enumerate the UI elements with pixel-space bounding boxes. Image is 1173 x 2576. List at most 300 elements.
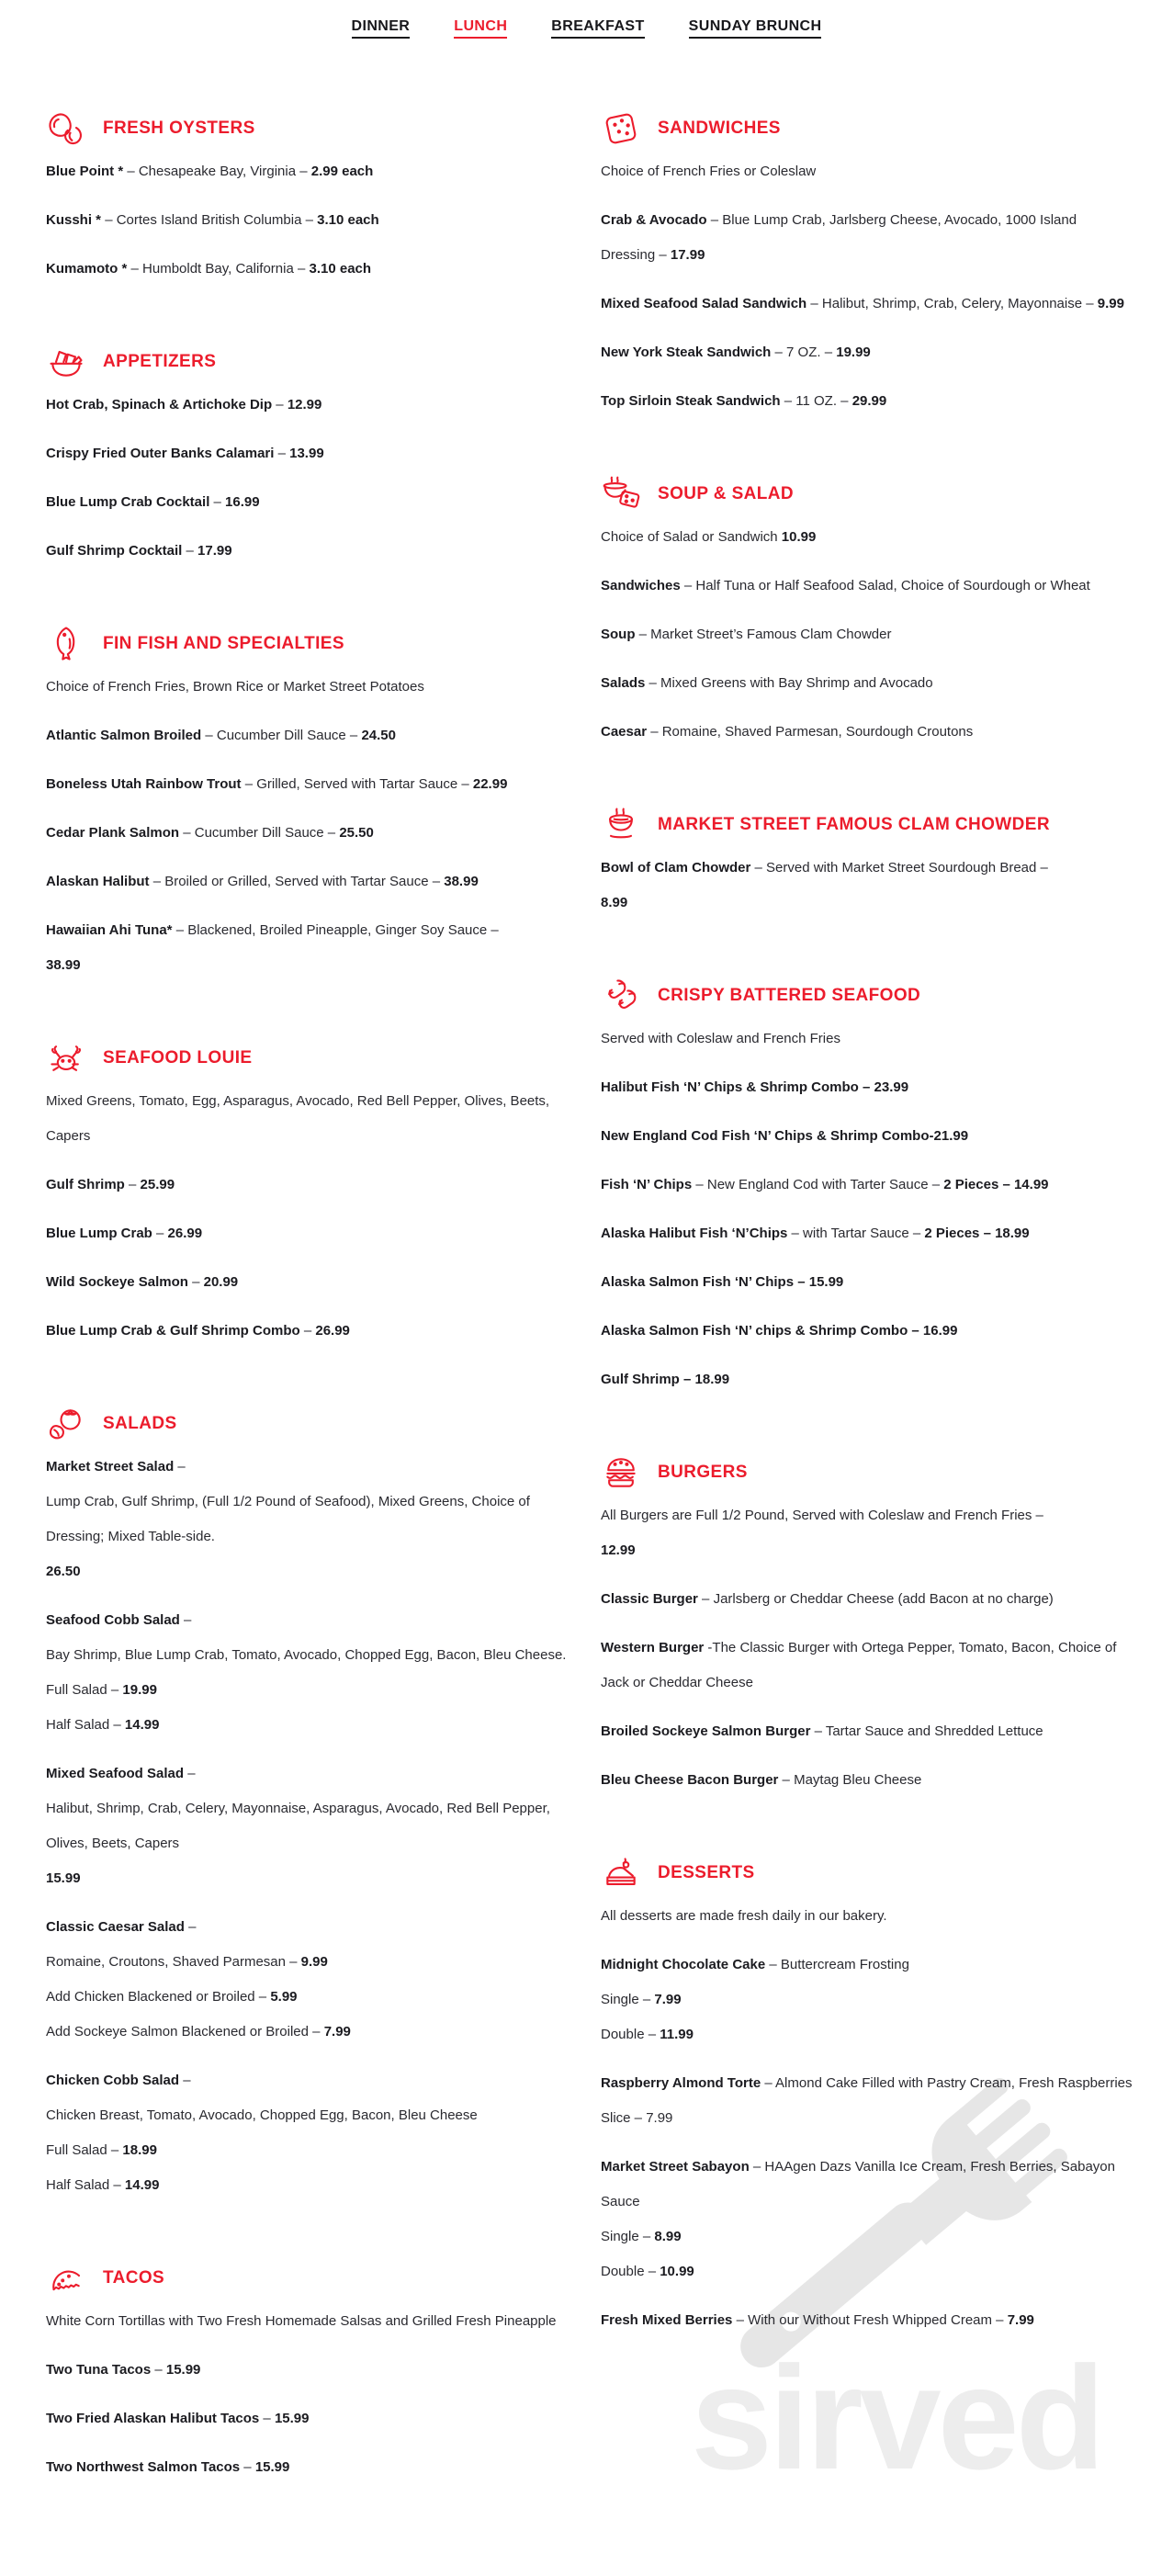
menu-item — [601, 1631, 1134, 1700]
menu-item-text: – — [174, 1459, 186, 1474]
section-title: BURGERS — [658, 1463, 748, 1482]
menu-item-line — [46, 388, 579, 423]
menu-item-text: – HAAgen Dazs Vanilla Ice Cream, Fresh Berries, Sabayon Sauce — [601, 2159, 1115, 2209]
menu-item — [601, 1498, 1134, 1568]
menu-item-text-bold: Boneless Utah Rainbow Trout — [46, 776, 242, 792]
menu-columns — [46, 108, 1134, 2485]
menu-item-line — [601, 1070, 1134, 1105]
menu-item-text: Romaine, Croutons, Shaved Parmesan – — [46, 1954, 301, 1970]
menu-item-line — [601, 2017, 1134, 2052]
menu-item-text-bold: Seafood Cobb Salad — [46, 1612, 180, 1628]
menu-item-text: – Buttercream Frosting — [765, 1957, 909, 1972]
menu-item — [601, 2066, 1134, 2136]
menu-item-text: – Cucumber Dill Sauce – — [179, 825, 340, 841]
menu-item-text-bold: 13.99 — [289, 446, 324, 461]
menu-item-line — [46, 1084, 579, 1154]
menu-item — [601, 1265, 1134, 1300]
section-items — [46, 1450, 579, 2203]
section-title: SALADS — [103, 1414, 177, 1433]
menu-item-text-bold: 38.99 — [444, 874, 479, 889]
menu-item — [601, 335, 1134, 370]
menu-item-text-bold: New York Steak Sandwich — [601, 345, 772, 360]
section-items — [601, 154, 1134, 419]
section-title: FRESH OYSTERS — [103, 119, 255, 138]
section-title: SANDWICHES — [658, 119, 781, 138]
menu-item-text-bold: Salads — [601, 675, 646, 691]
menu-item-text-bold: 20.99 — [203, 1274, 239, 1290]
menu-item — [601, 617, 1134, 652]
menu-item-line — [46, 1265, 579, 1300]
section-appetizers — [46, 342, 579, 569]
menu-item — [601, 1714, 1134, 1749]
section-soup-salad — [601, 474, 1134, 750]
menu-item-line — [46, 913, 579, 948]
section-fin-fish-and-specialties — [46, 624, 579, 983]
menu-item-text-bold: Crispy Fried Outer Banks Calamari — [46, 446, 275, 461]
menu-item — [46, 1603, 579, 1743]
menu-item — [46, 767, 579, 802]
menu-column-right — [601, 108, 1134, 2485]
menu-item-text: Halibut, Shrimp, Crab, Celery, Mayonnaise, Asparagus, Avocado, Red Bell Pepper, Olives, Beets, Capers — [46, 1801, 550, 1851]
menu-item — [46, 864, 579, 899]
menu-item-line — [601, 1948, 1134, 1983]
menu-item-line — [46, 1708, 579, 1743]
menu-item-text: Single – — [601, 2229, 655, 2244]
menu-item-line — [46, 1861, 579, 1896]
menu-item — [601, 1168, 1134, 1203]
menu-item — [601, 384, 1134, 419]
menu-item-text-bold: Halibut Fish ‘N’ Chips & Shrimp Combo – 23.99 — [601, 1079, 909, 1095]
menu-item-text-bold: 10.99 — [781, 529, 817, 545]
menu-item-line — [601, 1533, 1134, 1568]
menu-item-text: – 7 OZ. – — [771, 345, 837, 360]
section-header — [601, 1853, 1134, 1893]
menu-item — [601, 2303, 1134, 2338]
menu-item — [601, 154, 1134, 189]
menu-item-text: All desserts are made fresh daily in our bakery. — [601, 1908, 887, 1924]
menu-item-line — [46, 436, 579, 471]
section-header — [601, 1452, 1134, 1493]
menu-item-text: – Romaine, Shaved Parmesan, Sourdough Croutons — [647, 724, 974, 740]
menu-item-line — [46, 1673, 579, 1708]
section-market-street-famous-clam-chowder — [601, 805, 1134, 921]
menu-item-line — [46, 1314, 579, 1349]
section-salads — [46, 1404, 579, 2203]
menu-item-line — [46, 2098, 579, 2133]
menu-item-line — [601, 287, 1134, 322]
section-title: SOUP & SALAD — [658, 484, 795, 503]
menu-item-text-bold: 3.10 each — [309, 261, 372, 277]
menu-item-line — [601, 617, 1134, 652]
menu-item — [46, 1084, 579, 1154]
menu-item-text-bold: Top Sirloin Steak Sandwich — [601, 393, 781, 409]
menu-item-text-bold: Soup — [601, 627, 636, 642]
menu-item-text: – Tartar Sauce and Shredded Lettuce — [810, 1723, 1043, 1739]
menu-item-text: Full Salad – — [46, 1682, 123, 1698]
menu-item — [46, 154, 579, 189]
menu-item-line — [46, 2353, 579, 2388]
menu-item-line — [601, 1265, 1134, 1300]
menu-item-text-bold: Crab & Avocado — [601, 212, 707, 228]
tab-breakfast[interactable]: BREAKFAST — [551, 18, 644, 39]
menu-item-text-bold: Cedar Plank Salmon — [46, 825, 180, 841]
menu-item — [46, 1450, 579, 1589]
section-title: APPETIZERS — [103, 352, 217, 371]
menu-item-line — [601, 1362, 1134, 1397]
menu-item-line — [601, 1983, 1134, 2017]
section-header — [46, 1404, 579, 1444]
menu-item-text-bold: Mixed Seafood Salad — [46, 1766, 185, 1781]
burger-icon — [601, 1452, 641, 1493]
menu-item-line — [601, 666, 1134, 701]
menu-item-line — [601, 2066, 1134, 2101]
menu-item-text-bold: 12.99 — [287, 397, 322, 412]
section-header — [601, 108, 1134, 149]
menu-item-text: – Half Tuna or Half Seafood Salad, Choice of Sourdough or Wheat — [680, 578, 1090, 593]
tab-dinner[interactable]: DINNER — [352, 18, 411, 39]
menu-item-text: Mixed Greens, Tomato, Egg, Asparagus, Avocado, Red Bell Pepper, Olives, Beets, Capers — [46, 1093, 550, 1144]
section-items — [601, 520, 1134, 750]
menu-item-line — [601, 1714, 1134, 1749]
section-title: TACOS — [103, 2268, 165, 2288]
menu-item-text: Add Sockeye Salmon Blackened or Broiled – — [46, 2024, 324, 2039]
menu-item-line — [601, 2303, 1134, 2338]
tab-sunday-brunch[interactable]: SUNDAY BRUNCH — [689, 18, 822, 39]
menu-item-text-bold: Broiled Sockeye Salmon Burger — [601, 1723, 811, 1739]
section-header — [601, 976, 1134, 1016]
menu-item-line — [601, 1899, 1134, 1934]
menu-item-text-bold: 15.99 — [254, 2459, 290, 2475]
menu-item-line — [46, 1554, 579, 1589]
section-header — [46, 624, 579, 664]
menu-item-line — [46, 154, 579, 189]
menu-item — [46, 2304, 579, 2339]
menu-item-text: Choice of French Fries, Brown Rice or Market Street Potatoes — [46, 679, 424, 695]
menu-item-text: – 11 OZ. – — [780, 393, 852, 409]
dessert-icon — [601, 1853, 641, 1893]
section-crispy-battered-seafood — [601, 976, 1134, 1397]
menu-item-line — [46, 1603, 579, 1638]
menu-item-text: – Humboldt Bay, California – — [130, 261, 310, 277]
menu-item-text-bold: Atlantic Salmon Broiled — [46, 728, 202, 743]
menu-item-line — [601, 384, 1134, 419]
menu-item-line — [46, 864, 579, 899]
menu-item-text-bold: 10.99 — [660, 2264, 694, 2279]
menu-item — [46, 2450, 579, 2485]
menu-item-text-bold: 2 Pieces – 18.99 — [924, 1226, 1030, 1241]
menu-item-text-bold: Chicken Cobb Salad — [46, 2073, 180, 2088]
menu-item-line — [601, 1168, 1134, 1203]
menu-item-text: – — [187, 1274, 204, 1290]
menu-item — [46, 1265, 579, 1300]
section-items — [46, 388, 579, 569]
menu-item-text-bold: 7.99 — [654, 1992, 682, 2007]
menu-item-line — [46, 670, 579, 705]
menu-item-text-bold: 7.99 — [1007, 2312, 1034, 2328]
menu-item — [601, 1119, 1134, 1154]
menu-item — [46, 1168, 579, 1203]
menu-item-text-bold: Mixed Seafood Salad Sandwich — [601, 296, 807, 311]
menu-item-text-bold: 25.99 — [140, 1177, 175, 1192]
menu-item-text-bold: Alaskan Halibut — [46, 874, 150, 889]
section-items — [46, 1084, 579, 1349]
menu-item — [46, 1314, 579, 1349]
menu-item-line — [46, 252, 579, 287]
menu-item-text: Choice of Salad or Sandwich — [601, 529, 782, 545]
battered-seafood-icon — [601, 976, 641, 1016]
menu-item-text-bold: Kumamoto * — [46, 261, 131, 277]
menu-item-line — [46, 2168, 579, 2203]
menu-item-text: – Almond Cake Filled with Pastry Cream, Fresh Raspberries — [761, 2075, 1133, 2091]
menu-item-text: – Broiled or Grilled, Served with Tartar Sauce – — [149, 874, 445, 889]
menu-item-text-bold: 25.50 — [339, 825, 374, 841]
menu-item-text: – Mixed Greens with Bay Shrimp and Avocado — [645, 675, 933, 691]
tab-lunch[interactable]: LUNCH — [454, 18, 507, 39]
menu-item-text: – — [274, 446, 290, 461]
menu-item-line — [46, 1485, 579, 1554]
menu-item-text-bold: Fresh Mixed Berries — [601, 2312, 733, 2328]
menu-item-line — [46, 2015, 579, 2050]
section-header — [46, 2258, 579, 2299]
menu-item-text-bold: 16.99 — [225, 494, 260, 510]
menu-item-text: – — [182, 543, 198, 559]
menu-item-text-bold: Hot Crab, Spinach & Artichoke Dip — [46, 397, 273, 412]
menu-item-text-bold: 24.50 — [361, 728, 396, 743]
section-items — [601, 1022, 1134, 1397]
menu-item-text: – — [240, 2459, 255, 2475]
menu-item — [601, 203, 1134, 273]
menu-item-text-bold: Market Street Sabayon — [601, 2159, 750, 2175]
menu-item-text: – — [124, 1177, 141, 1192]
menu-item-text-bold: 29.99 — [852, 393, 887, 409]
menu-item-text-bold: 38.99 — [46, 957, 81, 973]
menu-item-line — [46, 816, 579, 851]
menu-item — [46, 2401, 579, 2436]
menu-item-line — [46, 485, 579, 520]
section-title: MARKET STREET FAMOUS CLAM CHOWDER — [658, 815, 1050, 834]
menu-item-line — [601, 335, 1134, 370]
menu-item-text-bold: 18.99 — [122, 2142, 157, 2158]
menu-item-line — [46, 1638, 579, 1673]
menu-item — [46, 2063, 579, 2203]
menu-item-text-bold: 7.99 — [323, 2024, 351, 2039]
menu-item-text-bold: Midnight Chocolate Cake — [601, 1957, 766, 1972]
menu-item-text-bold: 19.99 — [836, 345, 871, 360]
menu-item-text-bold: Fish ‘N’ Chips — [601, 1177, 693, 1192]
menu-item-text: Single – — [601, 1992, 655, 2007]
taco-icon — [46, 2258, 86, 2299]
menu-item-text-bold: New England Cod Fish ‘N’ Chips & Shrimp Combo-21.99 — [601, 1128, 969, 1144]
menu-item-text: Add Chicken Blackened or Broiled – — [46, 1989, 271, 2005]
menu-item-text: – Cucumber Dill Sauce – — [201, 728, 362, 743]
menu-item-text: – Jarlsberg or Cheddar Cheese (add Bacon at no charge) — [697, 1591, 1054, 1607]
menu-item — [46, 534, 579, 569]
menu-item-line — [601, 2101, 1134, 2136]
menu-item-text: – Served with Market Street Sourdough Bread – — [750, 860, 1048, 876]
menu-item-text: White Corn Tortillas with Two Fresh Homemade Salsas and Grilled Fresh Pineapple — [46, 2313, 557, 2329]
menu-item-line — [46, 2401, 579, 2436]
menu-item-line — [601, 1119, 1134, 1154]
menu-item — [46, 252, 579, 287]
menu-item-text-bold: Two Fried Alaskan Halibut Tacos — [46, 2411, 260, 2426]
menu-item-line — [601, 2150, 1134, 2220]
menu-item-text-bold: Wild Sockeye Salmon — [46, 1274, 188, 1290]
menu-item — [601, 1582, 1134, 1617]
menu-item-text-bold: 2 Pieces – 14.99 — [943, 1177, 1049, 1192]
section-title: DESSERTS — [658, 1863, 755, 1882]
menu-item — [601, 1899, 1134, 1934]
menu-item-text-bold: Bowl of Clam Chowder — [601, 860, 751, 876]
menu-item-text-bold: 8.99 — [601, 895, 628, 910]
soup-salad-icon — [601, 474, 641, 514]
menu-item — [601, 1070, 1134, 1105]
fin-fish-icon — [46, 624, 86, 664]
sandwich-icon — [601, 108, 641, 149]
menu-item — [601, 1763, 1134, 1798]
menu-item-text-bold: Gulf Shrimp – 18.99 — [601, 1372, 730, 1387]
menu-item-text: – Blue Lump Crab, Jarlsberg Cheese, Avocado, 1000 Island Dressing – — [601, 212, 1077, 263]
menu-item-line — [601, 2220, 1134, 2254]
menu-item-text: – — [259, 2411, 275, 2426]
menu-item-text: – — [152, 1226, 168, 1241]
menu-item-text-bold: 15.99 — [165, 2362, 201, 2378]
menu-item-line — [46, 2304, 579, 2339]
menu-item-text: Half Salad – — [46, 1717, 125, 1733]
menu-item — [46, 670, 579, 705]
menu-item-text-bold: 9.99 — [1097, 296, 1124, 311]
menu-item — [46, 203, 579, 238]
section-tacos — [46, 2258, 579, 2485]
menu-item — [601, 715, 1134, 750]
menu-item-text-bold: Kusshi * — [46, 212, 106, 228]
menu-item-text: – — [209, 494, 226, 510]
menu-item-text-bold: 22.99 — [472, 776, 508, 792]
appetizers-icon — [46, 342, 86, 382]
menu-item-line — [601, 1022, 1134, 1056]
menu-item — [46, 388, 579, 423]
menu-item-line — [601, 1582, 1134, 1617]
menu-item-text: – With our Without Fresh Whipped Cream – — [732, 2312, 1008, 2328]
menu-item-line — [46, 203, 579, 238]
menu-item-text: – — [184, 1919, 197, 1935]
menu-item-text-bold: Blue Lump Crab & Gulf Shrimp Combo — [46, 1323, 300, 1339]
menu-item-text-bold: 19.99 — [122, 1682, 157, 1698]
menu-item — [601, 287, 1134, 322]
menu-item-text: – Halibut, Shrimp, Crab, Celery, Mayonnaise – — [806, 296, 1098, 311]
menu-item-line — [46, 1216, 579, 1251]
menu-item-text-bold: 2.99 each — [310, 164, 374, 179]
menu-item-line — [46, 534, 579, 569]
menu-item-line — [46, 2450, 579, 2485]
menu-item-line — [46, 1757, 579, 1791]
menu-item — [601, 1022, 1134, 1056]
menu-item-text: Slice – 7.99 — [601, 2110, 673, 2126]
section-title: SEAFOOD LOUIE — [103, 1048, 253, 1068]
menu-item-text-bold: 17.99 — [670, 247, 705, 263]
section-header — [46, 1038, 579, 1079]
section-items — [46, 2304, 579, 2485]
menu-item-line — [46, 718, 579, 753]
section-fresh-oysters — [46, 108, 579, 287]
menu-item — [601, 1948, 1134, 2052]
menu-item-text: – Market Street’s Famous Clam Chowder — [635, 627, 892, 642]
menu-item-text: – Maytag Bleu Cheese — [778, 1772, 922, 1788]
menu-item-text: – Grilled, Served with Tartar Sauce – — [241, 776, 473, 792]
menu-item-text-bold: 3.10 each — [317, 212, 379, 228]
menu-column-left — [46, 108, 579, 2485]
menu-item-text-bold: Hawaiian Ahi Tuna* — [46, 922, 173, 938]
menu-item-line — [601, 2254, 1134, 2289]
menu-item-text: Bay Shrimp, Blue Lump Crab, Tomato, Avocado, Chopped Egg, Bacon, Bleu Cheese. — [46, 1647, 567, 1663]
section-header — [46, 342, 579, 382]
menu-item-line — [46, 1168, 579, 1203]
menu-item — [601, 2150, 1134, 2289]
section-title: FIN FISH AND SPECIALTIES — [103, 634, 344, 653]
menu-item — [46, 1910, 579, 2050]
menu-item-line — [601, 1631, 1134, 1700]
menu-item-line — [46, 1450, 579, 1485]
menu-item-text: -The Classic Burger with Ortega Pepper, Tomato, Bacon, Choice of Jack or Cheddar Cheese — [601, 1640, 1117, 1690]
menu-item-text-bold: 5.99 — [270, 1989, 298, 2005]
menu-item — [46, 485, 579, 520]
menu-item-line — [46, 1910, 579, 1945]
menu-item-text-bold: Blue Lump Crab — [46, 1226, 152, 1241]
menu-item-text-bold: 8.99 — [654, 2229, 682, 2244]
menu-item-text-bold: Blue Point * — [46, 164, 128, 179]
menu-item — [46, 2353, 579, 2388]
section-items — [46, 670, 579, 983]
menu-item — [601, 569, 1134, 604]
menu-item-text: Chicken Breast, Tomato, Avocado, Chopped Egg, Bacon, Bleu Cheese — [46, 2107, 478, 2123]
menu-item-line — [601, 569, 1134, 604]
menu-item-line — [46, 1980, 579, 2015]
menu-item-line — [601, 886, 1134, 921]
section-items — [601, 1498, 1134, 1798]
section-sandwiches — [601, 108, 1134, 419]
menu-item — [46, 913, 579, 983]
menu-item-line — [601, 520, 1134, 555]
menu-item-text: – — [151, 2362, 166, 2378]
clam-chowder-icon — [601, 805, 641, 845]
menu-item-text-bold: 9.99 — [300, 1954, 328, 1970]
menu-item-line — [601, 1763, 1134, 1798]
menu-item-text: Served with Coleslaw and French Fries — [601, 1031, 840, 1046]
salad-icon — [46, 1404, 86, 1444]
menu-item-text: Full Salad – — [46, 2142, 123, 2158]
menu-item-line — [46, 1945, 579, 1980]
menu-item-text-bold: 11.99 — [660, 2027, 694, 2042]
menu-item-text: – — [179, 2073, 191, 2088]
menu-item-line — [601, 203, 1134, 273]
menu-item-text-bold: 15.99 — [274, 2411, 310, 2426]
menu-item — [601, 1314, 1134, 1349]
menu-item — [601, 666, 1134, 701]
section-desserts — [601, 1853, 1134, 2338]
section-seafood-louie — [46, 1038, 579, 1349]
menu-item-text-bold: Market Street Salad — [46, 1459, 175, 1474]
menu-item — [601, 1216, 1134, 1251]
menu-item-text-bold: Sandwiches — [601, 578, 681, 593]
menu-item-text-bold: Western Burger — [601, 1640, 705, 1655]
menu-item-text: – New England Cod with Tarter Sauce – — [692, 1177, 944, 1192]
section-items — [46, 154, 579, 287]
sirved-watermark-text: sirved — [691, 2335, 1102, 2500]
menu-item-text: – — [179, 1612, 192, 1628]
section-header — [46, 108, 579, 149]
menu-item-text-bold: Alaska Halibut Fish ‘N’Chips — [601, 1226, 788, 1241]
menu-item — [46, 436, 579, 471]
menu-item — [601, 1362, 1134, 1397]
